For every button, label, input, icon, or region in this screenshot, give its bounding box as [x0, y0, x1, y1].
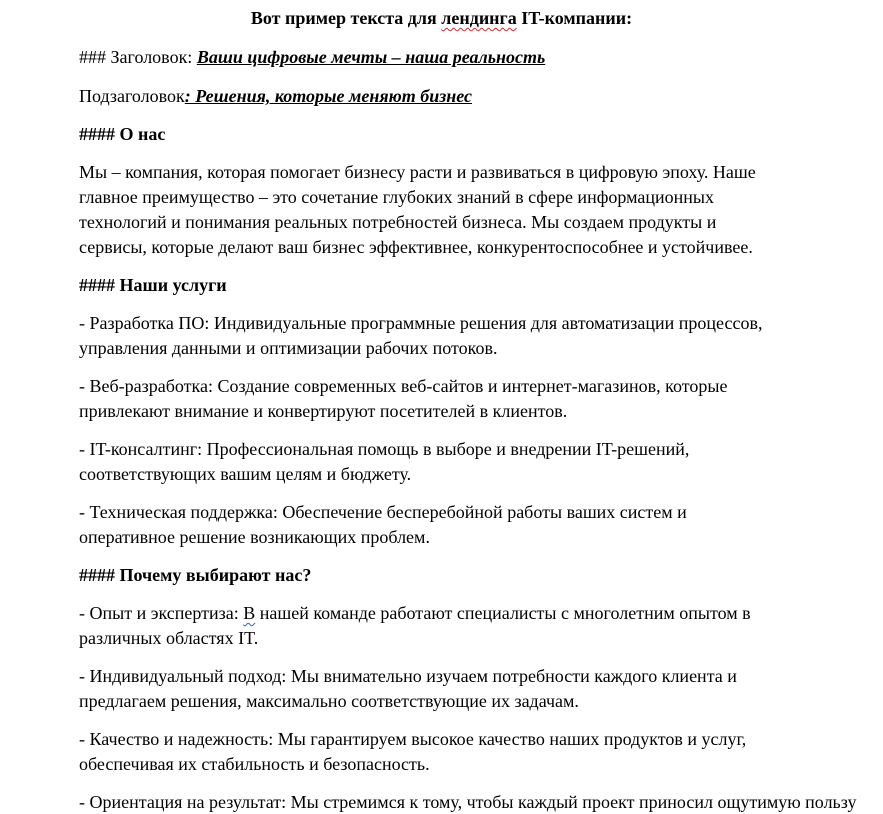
about-paragraph-line: технологий и понимания реальных потребностей бизнеса. Мы создаем продукты и	[79, 212, 717, 232]
headline-line	[79, 45, 545, 69]
why-heading	[79, 563, 311, 587]
about-paragraph-line: Мы – компания, которая помогает бизнесу расти и развиваться в цифровую эпоху. Наше	[79, 162, 756, 182]
headline-prefix: ### Заголовок:	[79, 47, 197, 67]
why-item-line-partial: - Ориентация на результат: Мы стремимся к тому, чтобы каждый проект приносил ощутимую пользу	[79, 792, 857, 812]
headline-text: Ваши цифровые мечты – наша реальность	[196, 47, 546, 67]
title-text-before: Вот пример текста для	[250, 8, 442, 28]
why-item-line: предлагаем решения, максимально соответствующие их задачам.	[79, 691, 579, 711]
about-paragraph-line: сервисы, которые делают ваш бизнес эффективнее, конкурентоспособнее и устойчивее.	[79, 237, 753, 257]
about-heading	[79, 122, 165, 146]
about-paragraph-line: главное преимущество – это сочетание глубоких знаний в сфере информационных	[79, 187, 714, 207]
title-text-after: IT-компании:	[516, 8, 633, 28]
service-item-line: - Техническая поддержка: Обеспечение бесперебойной работы ваших систем и	[79, 502, 687, 522]
why-item-line: различных областях IT.	[79, 628, 259, 648]
service-item-line: - Веб-разработка: Создание современных веб-сайтов и интернет-магазинов, которые	[79, 376, 728, 396]
heading-text: Наши услуги	[119, 275, 227, 295]
services-heading	[79, 273, 227, 297]
heading-text: Почему выбирают нас?	[119, 565, 312, 585]
why-item-line: - Индивидуальный подход: Мы внимательно изучаем потребности каждого клиента и	[79, 666, 737, 686]
document-title	[0, 6, 883, 30]
heading-marks: ####	[79, 565, 120, 585]
heading-marks: ####	[79, 124, 120, 144]
subheadline-line	[79, 84, 472, 108]
service-item-line: соответствующих вашим целям и бюджету.	[79, 464, 412, 484]
why-item-line: обеспечивая их стабильность и безопасность.	[79, 754, 430, 774]
service-item-line: - IT-консалтинг: Профессиональная помощь в выборе и внедрении IT-решений,	[79, 439, 690, 459]
service-item-line: привлекают внимание и конвертируют посетителей в клиентов.	[79, 401, 568, 421]
why-item-text-after: нашей команде работают специалисты с многолетним опытом в	[255, 603, 751, 623]
subheadline-prefix: Подзаголовок	[79, 86, 185, 106]
why-item-line: - Качество и надежность: Мы гарантируем высокое качество наших продуктов и услуг,	[79, 729, 747, 749]
subheadline-text: : Решения, которые меняют бизнес	[184, 86, 473, 106]
spelling-flagged-word[interactable]: лендинга	[441, 8, 517, 28]
grammar-flagged-word[interactable]: В	[243, 603, 256, 623]
heading-text: О нас	[119, 124, 166, 144]
why-item-line	[79, 601, 751, 625]
service-item-line: управления данными и оптимизации рабочих потоков.	[79, 338, 498, 358]
service-item-line: - Разработка ПО: Индивидуальные программные решения для автоматизации процессов,	[79, 313, 763, 333]
service-item-line: оперативное решение возникающих проблем.	[79, 527, 430, 547]
heading-marks: ####	[79, 275, 120, 295]
why-item-text-before: - Опыт и экспертиза:	[79, 603, 244, 623]
